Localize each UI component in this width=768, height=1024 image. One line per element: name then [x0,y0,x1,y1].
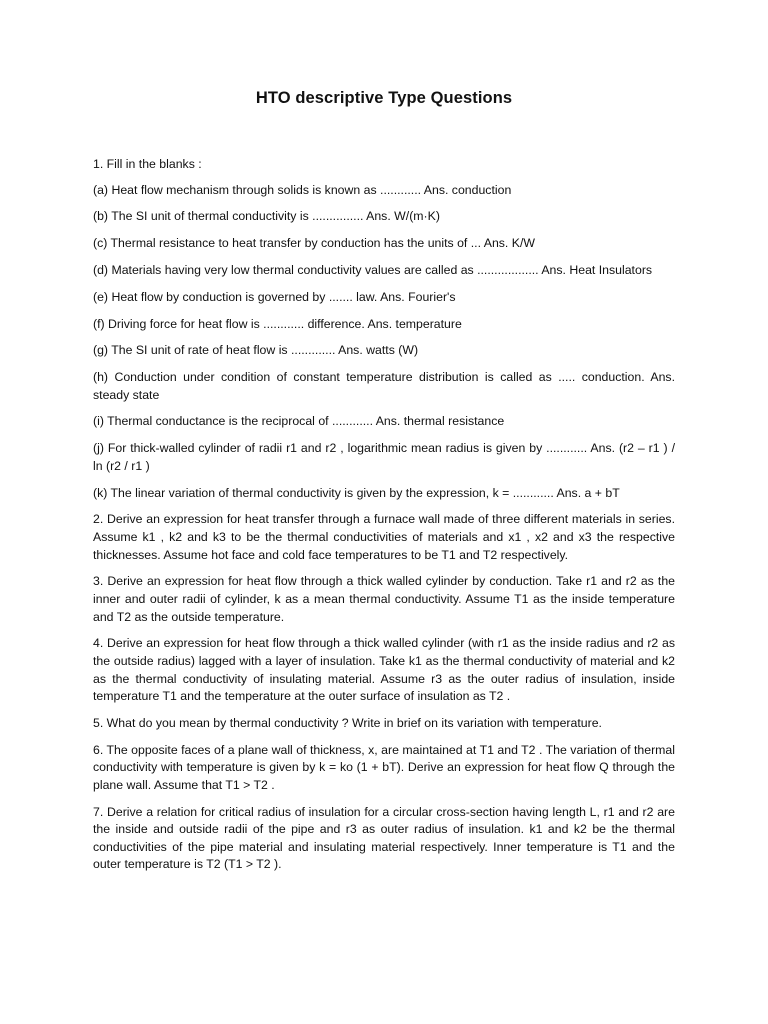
question-6: 6. The opposite faces of a plane wall of thickness, x, are maintained at T1 and T2 . The variation of thermal conductivity with temperature is given by k = ko (1 + bT). Derive an expression for heat flow Q through the plane wall. Assume that T1 > T2 . [93,742,675,792]
document-body [93,156,675,883]
blank-item-k: (k) The linear variation of thermal conductivity is given by the expression, k = ............ Ans. a + bT [93,485,620,500]
blank-item-h: (h) Conduction under condition of constant temperature distribution is called as ..... conduction. Ans. steady state [93,370,675,402]
question-7: 7. Derive a relation for critical radius of insulation for a circular cross-section having length L, r1 and r2 are the inside and outside radii of the pipe and r3 as outer radius of insulation. k1 and k2 be the thermal conductivities of the pipe material and insulating material respectively. Inner temperature is T1 and the outer temperature is T2 (T1 > T2 ). [93,804,675,872]
question-4: 4. Derive an expression for heat flow through a thick walled cylinder (with r1 as the inside radius and r2 as the outside radius) lagged with a layer of insulation. Take k1 as the thermal conductivity of material and k2 as the thermal conductivity of insulating material. Assume r3 as the outer radius of insulation, inside temperature T1 and the temperature at the outer surface of insulation as T2 . [93,636,675,704]
blank-item-f: (f) Driving force for heat flow is ............ difference. Ans. temperature [93,316,462,331]
blank-item-j: (j) For thick-walled cylinder of radii r1 and r2 , logarithmic mean radius is given by ............ Ans. (r2 – r1 ) / ln (r2 / r1 ) [93,441,675,473]
question-3: 3. Derive an expression for heat flow through a thick walled cylinder by conduction. Take r1 and r2 as the inner and outer radii of cylinder, k as a mean thermal conductivity. Assume T1 as the inside temperature and T2 as the outside temperature. [93,574,675,624]
blank-item-a: (a) Heat flow mechanism through solids is known as ............ Ans. conduction [93,182,512,197]
document-title: HTO descriptive Type Questions [255,89,513,107]
blank-item-b: (b) The SI unit of thermal conductivity is ............... Ans. W/(m·K) [93,209,440,224]
blank-item-c: (c) Thermal resistance to heat transfer by conduction has the units of ... Ans. K/W [93,236,535,251]
question-5: 5. What do you mean by thermal conductivity ? Write in brief on its variation with temperature. [93,715,602,730]
blank-item-i: (i) Thermal conductance is the reciprocal of ............ Ans. thermal resistance [93,414,505,429]
question-2: 2. Derive an expression for heat transfer through a furnace wall made of three different materials in series. Assume k1 , k2 and k3 to be the thermal conductivities of materials and x1 , x2 and x3 the respective thicknesses. Assume hot face and cold face temperatures to be T1 and T2 respectively. [93,512,675,562]
blank-item-d: (d) Materials having very low thermal conductivity values are called as .................. Ans. Heat Insulators [93,262,653,277]
blank-item-e: (e) Heat flow by conduction is governed by ....... law. Ans. Fourier's [93,289,456,304]
section-heading: 1. Fill in the blanks : [93,157,202,171]
blank-item-g: (g) The SI unit of rate of heat flow is ............. Ans. watts (W) [93,343,419,358]
